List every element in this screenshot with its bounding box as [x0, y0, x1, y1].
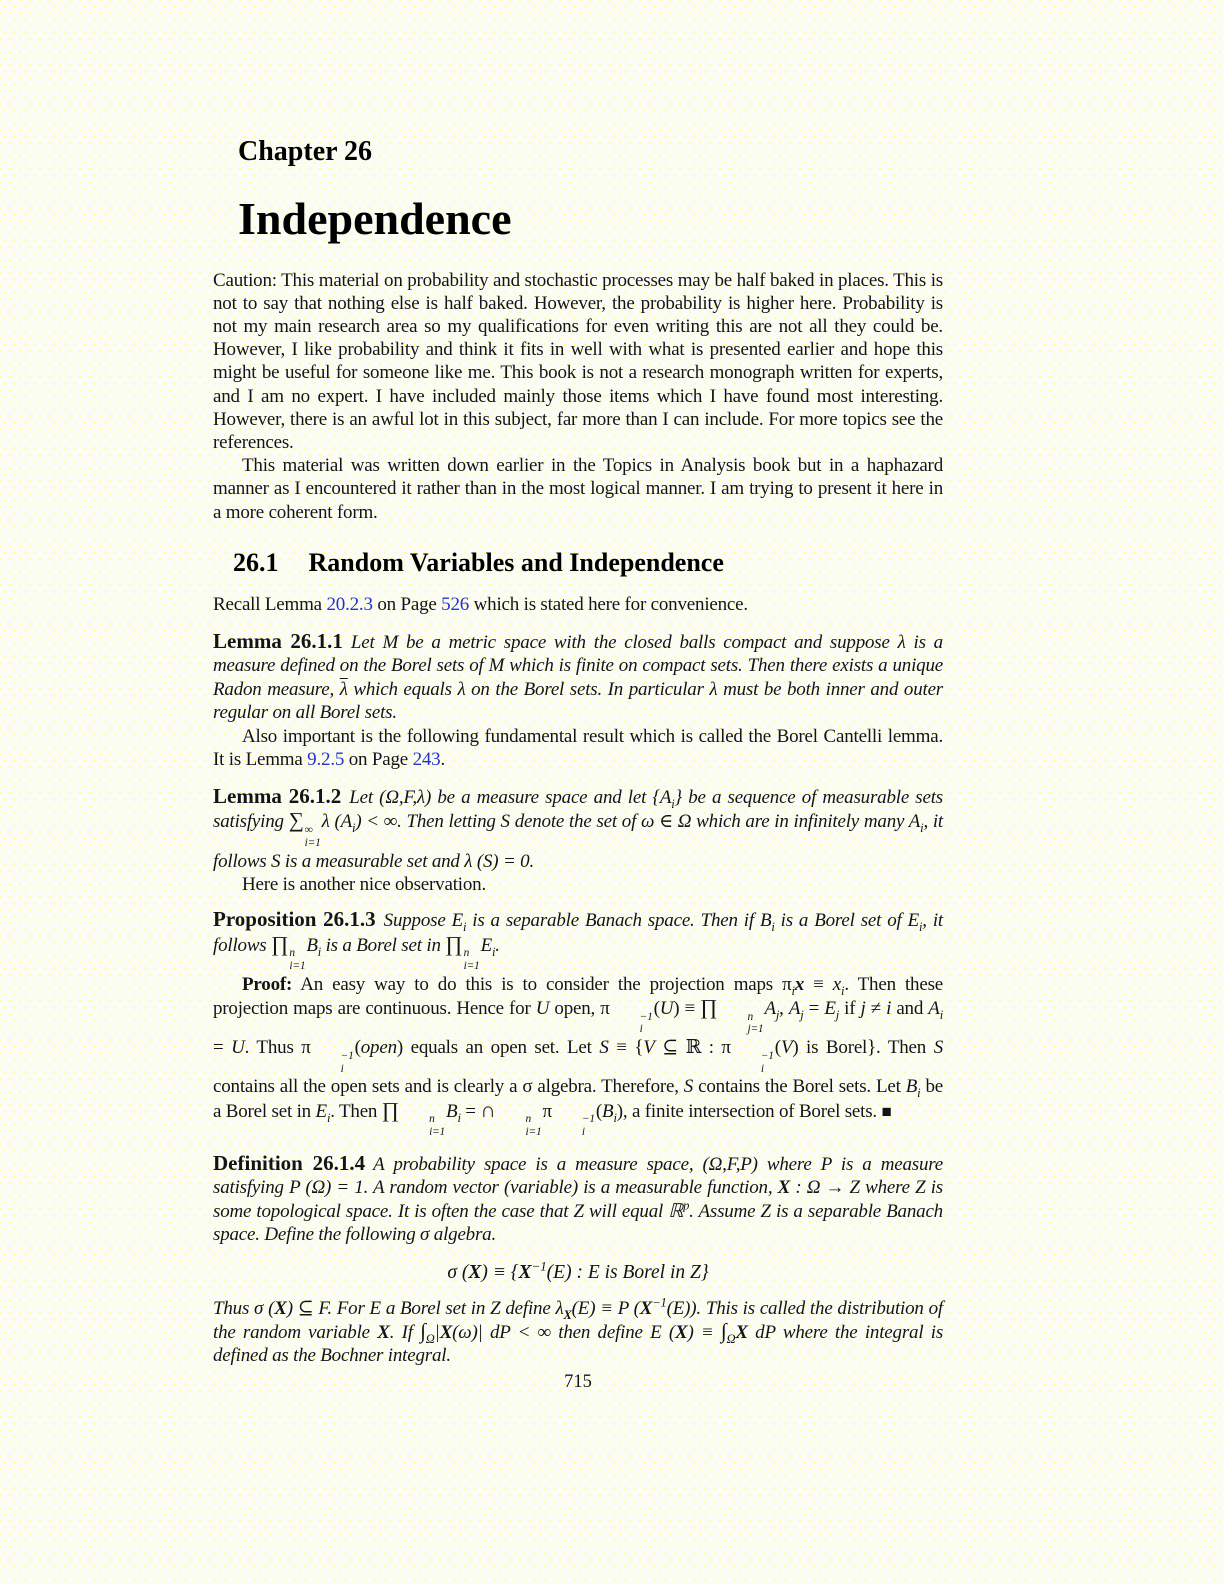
chapter-title: Independence: [238, 193, 512, 244]
proposition-26-1-3: Proposition 26.1.3 Suppose $E_i$ is a separable Banach space. Then if $B_i$ is a Borel set of $E_i$, it follows ∏ n i=1 $B_i$ is a Borel set in ∏ n i=1 $E_i$.: [213, 907, 943, 973]
lemma-26-1-2: Lemma 26.1.2 Let (Ω,F,λ) be a measure space and let $\{A_i\}$ be a sequence of measurable sets satisfying ∑ ∞ i=1 λ $(A_i)$ < ∞. Then letting S denote the set of ω ∈ Ω which are in infinitely many $A_i$, it follows S is a measurable set and λ (S) = 0.: [213, 783, 943, 872]
text-column: [213, 0, 944, 1392]
section-title: Random Variables and Independence: [308, 547, 724, 577]
display-equation-sigma-algebra: σ $(X) \equiv \{X^{-1}(E)$ : E is Borel in Z}: [447, 1259, 709, 1283]
lemma-26-1-1: Lemma 26.1.1 Let M be a metric space with the closed balls compact and suppose λ is a measure defined on the Borel sets of M which is finite on compact sets. Then there exists a unique Radon measure, $\overline{\lambda}$ which equals λ on the Borel sets. In particular λ must be both inner and outer regular on all Borel sets.: [213, 628, 944, 724]
ref-link[interactable]: 243: [412, 748, 441, 770]
paragraph-proof: Proof: An easy way to do this is to consider the projection maps $\pi_ix \equiv x_i$. Then these projection maps are continuous. Hence for U open, π −1 i (U) ≡ ∏ n j=1 $A_j$, $A_j = E_j$ if j ≠ i and $A_i = U$. Thus π −1 i (open) equals an open set. Let S ≡ {V ⊆ ℝ : π −1 i (V) is Borel}. Then S contains all the open sets and is clearly a σ algebra. Therefore, S contains the Borel sets. Let $B_i$ be a Borel set in $E_i$. Then ∏ n i=1 $B_i$ = ∩ n i=1 π −1 i $(B_i)$, a finite intersection of Borel sets. ■: [213, 973, 943, 1139]
definition-26-1-4: Definition 26.1.4 A probability space is a measure space, (Ω,F,P) where P is a measure satisfying P (Ω) = 1. A random vector (variable) is a measurable function, X : Ω → Z where Z is some topological space. It is often the case that Z will equal ℝ$^p$. Assume Z is a separable Banach space. Define the following σ algebra.: [213, 1150, 943, 1246]
page-number: 715: [564, 1372, 592, 1392]
ref-link[interactable]: 20.2.3: [326, 593, 373, 615]
chapter-number: Chapter 26: [238, 136, 373, 167]
section-number: 26.1: [233, 547, 279, 577]
paragraph-observation: Here is another nice observation.: [242, 873, 486, 895]
ref-link[interactable]: 9.2.5: [307, 748, 345, 770]
paragraph-borel-cantelli: Also important is the following fundamental result which is called the Borel Cantelli lemma. It is Lemma 9.2.5 on Page 243.: [213, 725, 943, 770]
section-heading: [233, 548, 943, 578]
paragraph-topics-analysis: This material was written down earlier in the Topics in Analysis book but in a haphazard manner as I encountered it rather than in the most logical manner. I am trying to present it here in a more coherent form.: [213, 455, 943, 523]
paragraph-distribution: Thus σ (X) ⊆ F. For E a Borel set in Z define $\lambda_X(E) \equiv P$ $(X^{-1}(E))$. This is called the distribution of the random variable X. If $\int_\Omega|X(\omega)|$ dP < ∞ then define E $(X) \equiv \int_\Omega X$ dP where the integral is defined as the Bochner integral.: [213, 1295, 944, 1367]
paragraph-recall: Recall Lemma 20.2.3 on Page 526 which is stated here for convenience.: [213, 593, 748, 615]
paragraph-caution: Caution: This material on probability and stochastic processes may be half baked in places. This is not to say that nothing else is half baked. However, the probability is higher here. Probability is not my main research area so my qualifications for even writing this are not all they could be. However, I like probability and think it fits in well with what is presented earlier and hope this might be useful for someone like me. This book is not a research monograph written for experts, and I am no expert. I have included mainly those items which I have found most interesting. However, there is an awful lot in this subject, far more than I can include. For more topics see the references.: [213, 269, 943, 454]
ref-link[interactable]: 526: [441, 593, 470, 615]
